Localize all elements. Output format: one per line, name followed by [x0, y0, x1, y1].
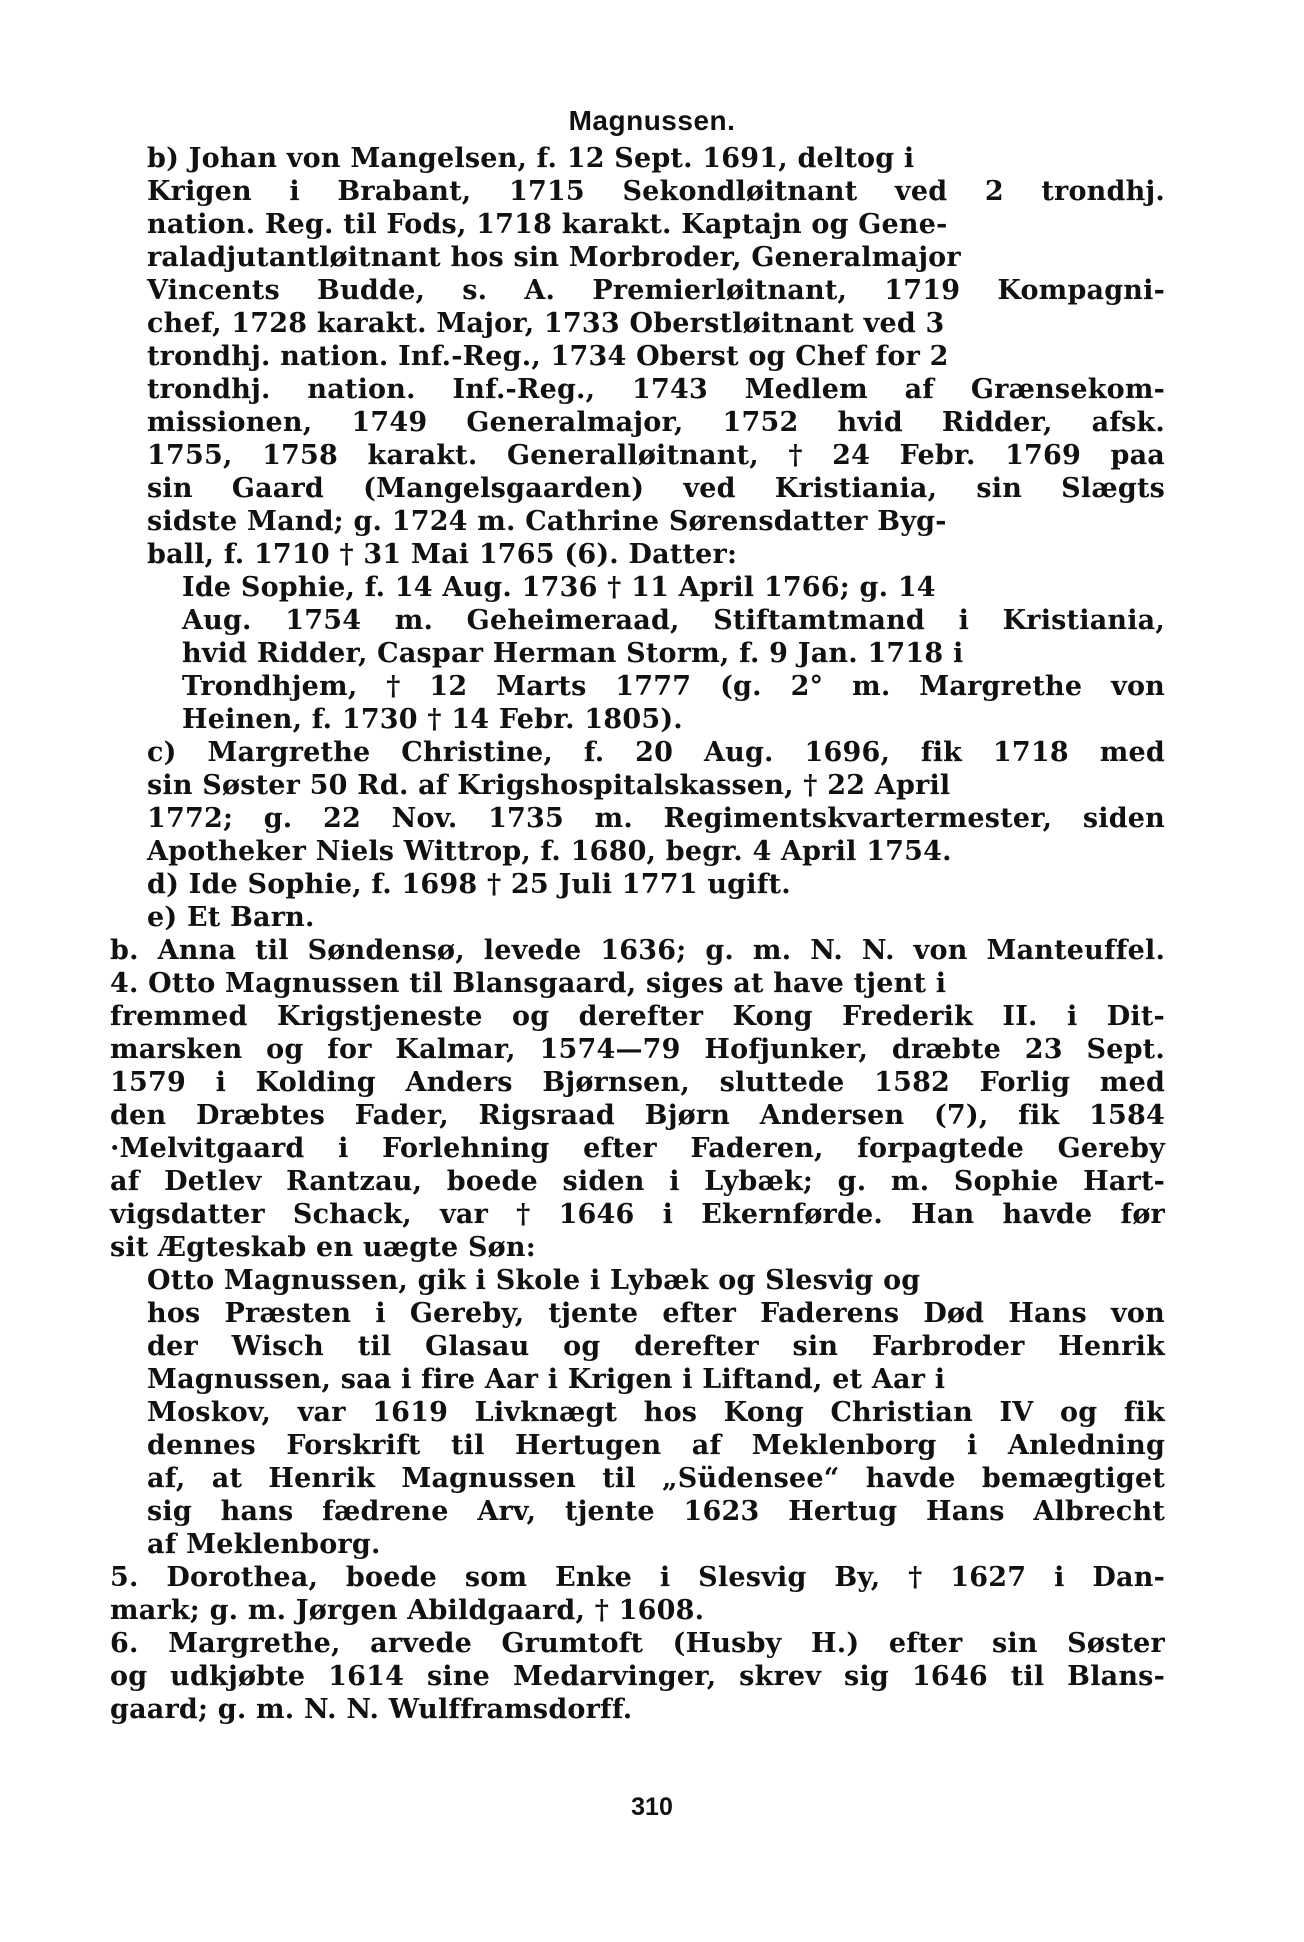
text-line: missionen, 1749 Generalmajor, 1752 hvid Ridder, afsk. [147, 407, 1166, 438]
text-line: Trondhjem, † 12 Marts 1777 (g. 2° m. Margrethe von [182, 671, 1166, 702]
text-line: 4. Otto Magnussen til Blansgaard, siges at have tjent i [110, 968, 947, 999]
text-line: 1772; g. 22 Nov. 1735 m. Regimentskvartermester, siden [147, 803, 1166, 834]
text-line: af Detlev Rantzau, boede siden i Lybæk; g. m. Sophie Hart- [110, 1166, 1166, 1197]
text-line: sin Gaard (Mangelsgaarden) ved Kristiania, sin Slægts [147, 473, 1166, 504]
text-line: sidste Mand; g. 1724 m. Cathrine Sørensdatter Byg- [147, 506, 947, 537]
text-line: af Meklenborg. [147, 1529, 381, 1560]
text-line: raladjutantløitnant hos sin Morbroder, Generalmajor [147, 242, 961, 273]
text-line: ball, f. 1710 † 31 Mai 1765 (6). Datter: [147, 539, 738, 570]
text-line: nation. Reg. til Fods, 1718 karakt. Kaptajn og Gene- [147, 209, 948, 240]
text-line: trondhj. nation. Inf.-Reg., 1743 Medlem af Grænsekom- [147, 374, 1165, 405]
text-line: chef, 1728 karakt. Major, 1733 Oberstløitnant ved 3 [147, 308, 945, 339]
text-line: ·Melvitgaard i Forlehning efter Faderen, forpagtede Gereby [110, 1133, 1165, 1164]
text-line: trondhj. nation. Inf.-Reg., 1734 Oberst og Chef for 2 [147, 341, 949, 372]
text-line: c) Margrethe Christine, f. 20 Aug. 1696, fik 1718 med [147, 737, 1165, 768]
text-line: hvid Ridder, Caspar Herman Storm, f. 9 Jan. 1718 i [182, 638, 964, 669]
running-head: Magnussen. [568, 105, 736, 136]
text-line: Otto Magnussen, gik i Skole i Lybæk og Slesvig og [147, 1265, 921, 1296]
text-line: b. Anna til Søndensø, levede 1636; g. m. N. N. von Manteuffel. [110, 935, 1166, 966]
text-line: mark; g. m. Jørgen Abildgaard, † 1608. [110, 1595, 705, 1626]
text-line: Magnussen, saa i fire Aar i Krigen i Liftand, et Aar i [147, 1364, 946, 1395]
text-line: vigsdatter Schack, var † 1646 i Ekernførde. Han havde før [110, 1199, 1165, 1230]
text-line: Vincents Budde, s. A. Premierløitnant, 1719 Kompagni- [147, 275, 1165, 306]
text-line: 1755, 1758 karakt. Generalløitnant, † 24 Febr. 1769 paa [147, 440, 1165, 471]
text-line: gaard; g. m. N. N. Wulfframsdorff. [110, 1694, 633, 1725]
text-line: Moskov, var 1619 Livknægt hos Kong Christian IV og fik [147, 1397, 1165, 1428]
page-number: 310 [631, 1793, 673, 1821]
text-line: Heinen, f. 1730 † 14 Febr. 1805). [182, 704, 683, 735]
text-line: Krigen i Brabant, 1715 Sekondløitnant ved 2 trondhj. [147, 176, 1165, 207]
text-line: e) Et Barn. [147, 902, 315, 933]
text-line: af, at Henrik Magnussen til „Südensee“ havde bemægtiget [147, 1463, 1165, 1494]
text-line: og udkjøbte 1614 sine Medarvinger, skrev sig 1646 til Blans- [110, 1661, 1165, 1692]
text-line: 5. Dorothea, boede som Enke i Slesvig By, † 1627 i Dan- [110, 1562, 1165, 1593]
text-line: Aug. 1754 m. Geheimeraad, Stiftamtmand i Kristiania, [182, 605, 1165, 636]
text-line: hos Præsten i Gereby, tjente efter Faderens Død Hans von [147, 1298, 1165, 1329]
text-line: der Wisch til Glasau og derefter sin Farbroder Henrik [147, 1331, 1166, 1362]
text-line: den Dræbtes Fader, Rigsraad Bjørn Andersen (7), fik 1584 [110, 1100, 1165, 1131]
text-line: marsken og for Kalmar, 1574—79 Hofjunker, dræbte 23 Sept. [110, 1034, 1165, 1065]
text-line: 6. Margrethe, arvede Grumtoft (Husby H.) efter sin Søster [110, 1628, 1165, 1659]
text-line: 1579 i Kolding Anders Bjørnsen, sluttede 1582 Forlig med [110, 1067, 1166, 1098]
text-line: fremmed Krigstjeneste og derefter Kong Frederik II. i Dit- [110, 1001, 1165, 1032]
text-line: b) Johan von Mangelsen, f. 12 Sept. 1691, deltog i [147, 143, 915, 174]
text-line: dennes Forskrift til Hertugen af Meklenborg i Anledning [147, 1430, 1166, 1461]
text-line: Apotheker Niels Wittrop, f. 1680, begr. 4 April 1754. [147, 836, 952, 867]
text-line: Ide Sophie, f. 14 Aug. 1736 † 11 April 1766; g. 14 [182, 572, 936, 603]
text-line: sin Søster 50 Rd. af Krigshospitalskassen, † 22 April [147, 770, 951, 801]
text-line: sig hans fædrene Arv, tjente 1623 Hertug Hans Albrecht [147, 1496, 1166, 1527]
text-line: d) Ide Sophie, f. 1698 † 25 Juli 1771 ugift. [147, 869, 791, 900]
text-line: sit Ægteskab en uægte Søn: [110, 1232, 536, 1263]
